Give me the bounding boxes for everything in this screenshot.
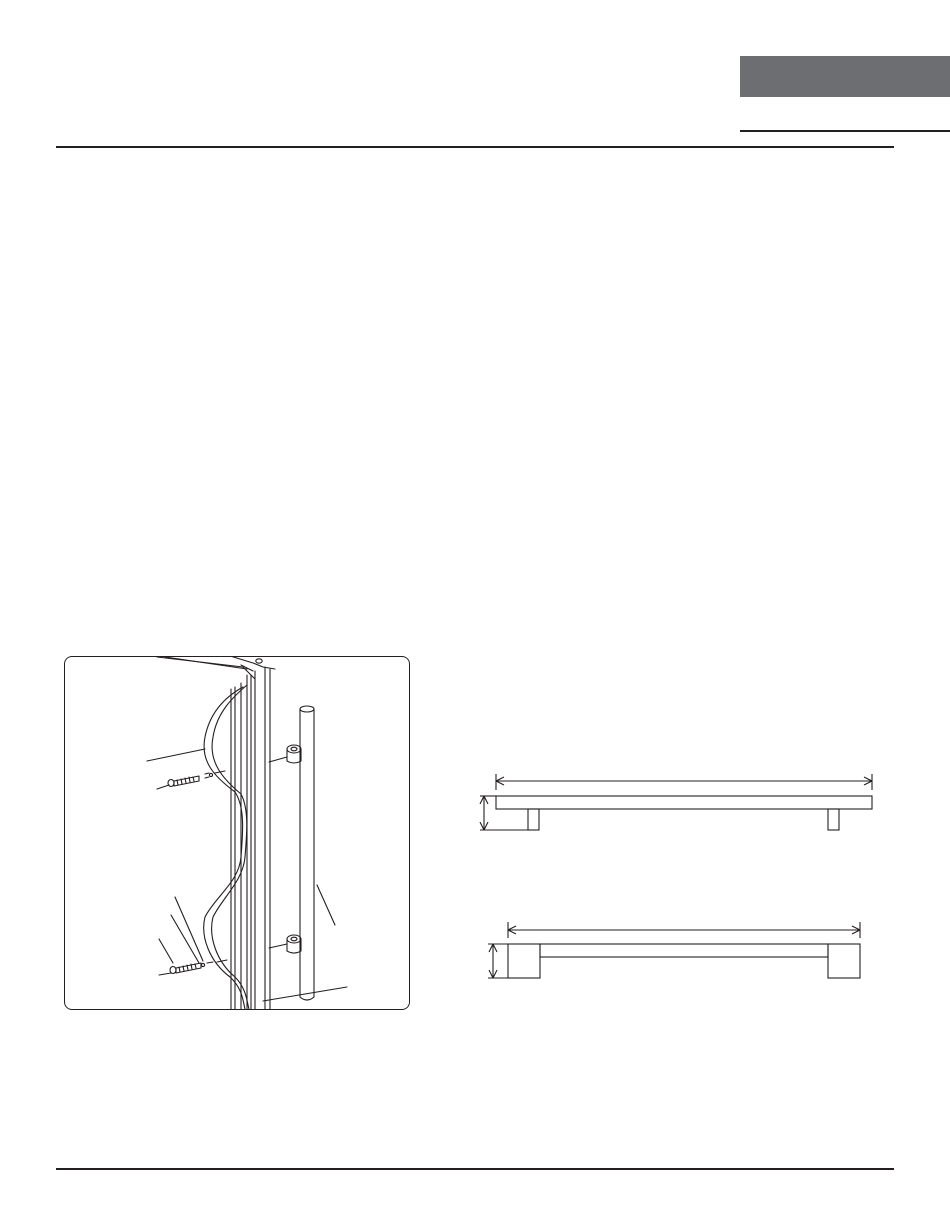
left-end-block (508, 944, 540, 978)
callout-leader-door (263, 987, 347, 1001)
hinge-pin (256, 659, 262, 663)
callout-leader-handle (317, 885, 335, 925)
handle-front-dimension-diagram (480, 918, 880, 988)
handle-bar-top (300, 706, 314, 712)
callout-leader-insert (171, 915, 199, 963)
handle-bar-front (540, 944, 828, 957)
handle-installation-figure (64, 656, 410, 1010)
section-tab (740, 56, 950, 97)
left-post (528, 809, 539, 830)
handle-bar-side (496, 796, 872, 809)
handle-side-dimension-diagram (472, 768, 892, 848)
section-tab-underline (740, 130, 950, 132)
upper-screw (168, 771, 225, 787)
callout-leader-screw-lower (159, 939, 173, 963)
header-rule (56, 146, 894, 148)
callout-leader-screw-upper (157, 785, 169, 789)
right-post (828, 809, 839, 830)
right-end-block (828, 944, 860, 978)
footer-rule (56, 1168, 894, 1170)
handle-side-drawing (472, 768, 892, 848)
handle-installation-drawing (65, 657, 409, 1009)
callout-leader-gasket (147, 749, 205, 761)
handle-front-drawing (480, 918, 880, 988)
